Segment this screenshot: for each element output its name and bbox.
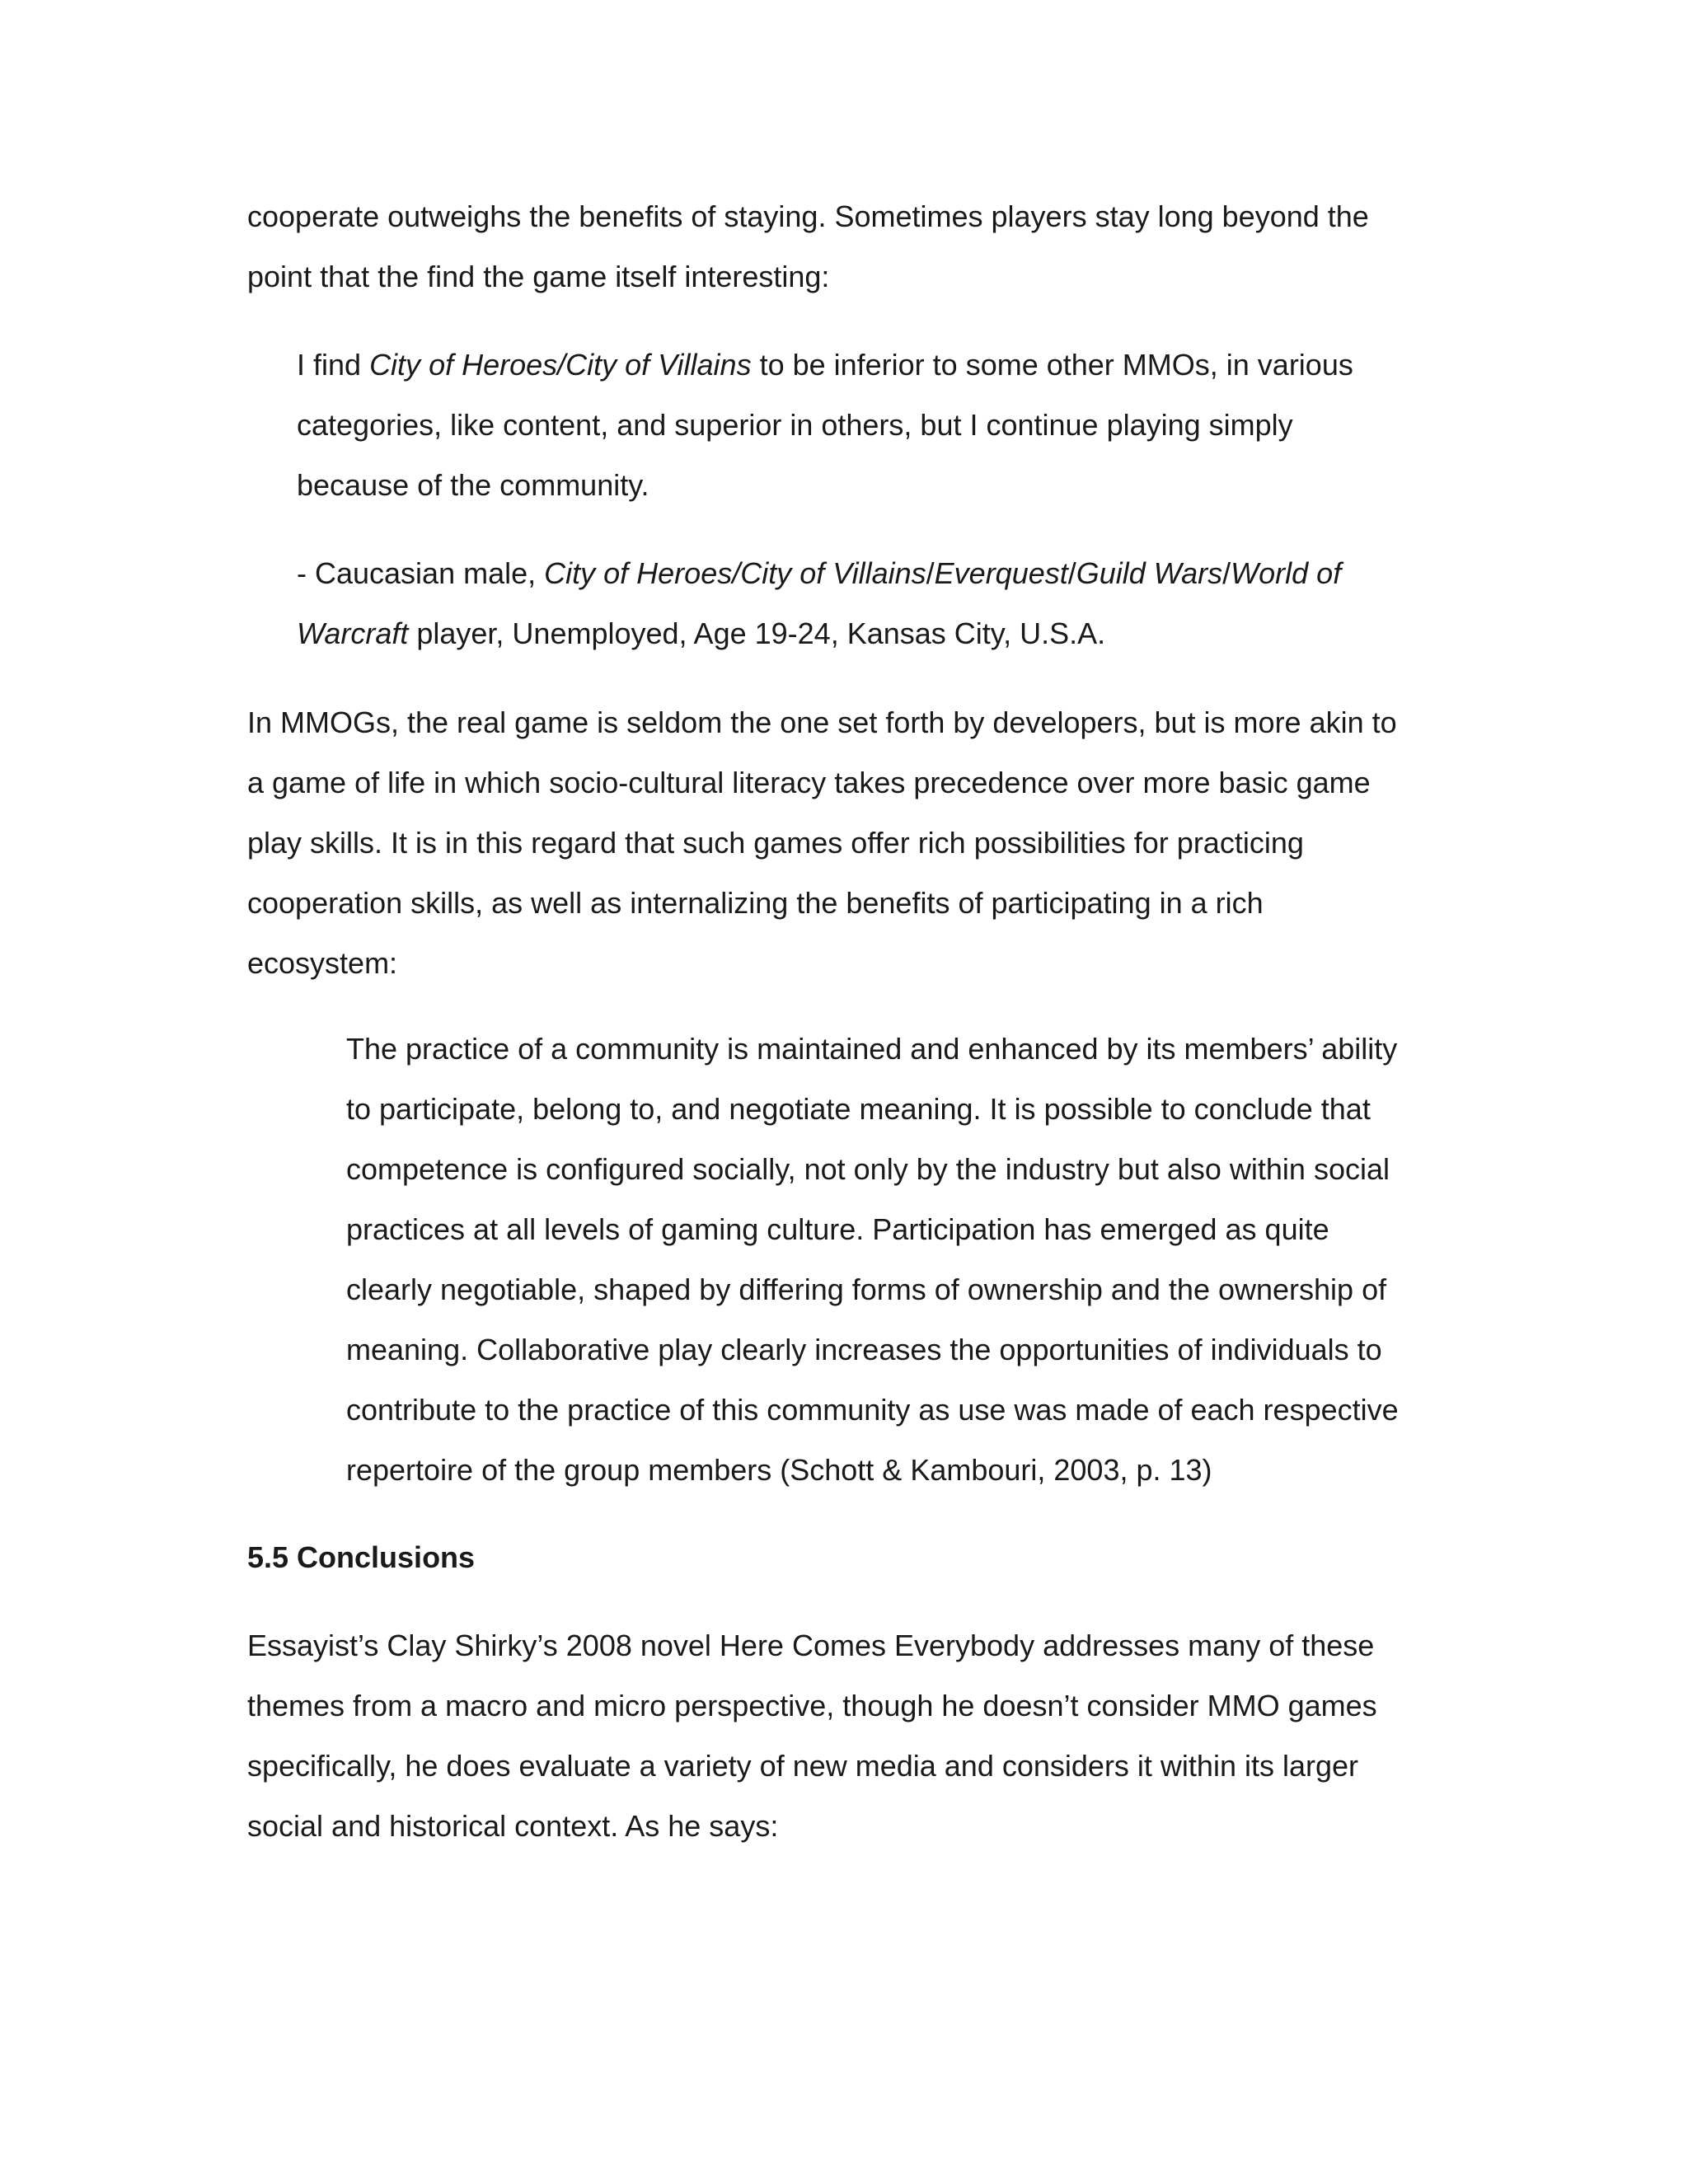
para2-line-2: a game of life in which socio-cultural literacy takes precedence over more basic game [247, 766, 1371, 799]
para3-line-3: specifically, he does evaluate a variety of new media and considers it within its larger [247, 1749, 1359, 1783]
game-title-cohcov: City of Heroes/City of Villains [369, 348, 752, 382]
attribution-line-1: - Caucasian male, City of Heroes/City of Villains/Everquest/Guild Wars/World of [297, 556, 1342, 590]
para2-line-3: play skills. It is in this regard that such games offer rich possibilities for practicing [247, 826, 1304, 860]
para3-line-1: Essayist’s Clay Shirky’s 2008 novel Here Comes Everybody addresses many of these [247, 1629, 1375, 1662]
quote2-line-6: meaning. Collaborative play clearly increases the opportunities of individuals to [346, 1333, 1382, 1366]
para2-line-5: ecosystem: [247, 946, 398, 980]
intro-paragraph [247, 186, 1451, 307]
quote2-line-1: The practice of a community is maintained and enhanced by its members’ ability [346, 1032, 1398, 1066]
para2-line-4: cooperation skills, as well as internalizing the benefits of participating in a rich [247, 886, 1264, 920]
section-heading: 5.5 Conclusions [247, 1540, 476, 1574]
quote2-line-3: competence is configured socially, not only by the industry but also within social [346, 1152, 1390, 1186]
quote2-line-7: contribute to the practice of this community as use was made of each respective [346, 1393, 1399, 1427]
para2-line-1: In MMOGs, the real game is seldom the one set forth by developers, but is more akin to [247, 705, 1397, 739]
quote-attribution [297, 543, 1451, 663]
intro-line-2: point that the find the game itself interesting: [247, 260, 830, 293]
quote1-line-3: because of the community. [297, 468, 649, 502]
quote1-line-1: I find City of Heroes/City of Villains to be inferior to some other MMOs, in various [297, 348, 1353, 382]
para3-line-4: social and historical context. As he says: [247, 1809, 779, 1843]
conclusions-paragraph [247, 1615, 1451, 1856]
intro-line-1: cooperate outweighs the benefits of staying. Sometimes players stay long beyond the [247, 199, 1369, 233]
quote2-line-2: to participate, belong to, and negotiate meaning. It is possible to conclude that [346, 1092, 1371, 1126]
para3-line-2: themes from a macro and micro perspective, though he doesn’t consider MMO games [247, 1689, 1377, 1722]
attribution-line-2: Warcraft player, Unemployed, Age 19-24, Kansas City, U.S.A. [297, 616, 1106, 650]
quote2-line-5: clearly negotiable, shaped by differing forms of ownership and the ownership of [346, 1272, 1387, 1306]
block-quote-schott [346, 1019, 1467, 1500]
quote1-line-2: categories, like content, and superior in others, but I continue playing simply [297, 408, 1293, 442]
quote2-line-8: repertoire of the group members (Schott & Kambouri, 2003, p. 13) [346, 1453, 1212, 1487]
quote2-line-4: practices at all levels of gaming culture. Participation has emerged as quite [346, 1212, 1329, 1246]
mmog-paragraph [247, 692, 1451, 993]
block-quote-community [297, 335, 1451, 515]
